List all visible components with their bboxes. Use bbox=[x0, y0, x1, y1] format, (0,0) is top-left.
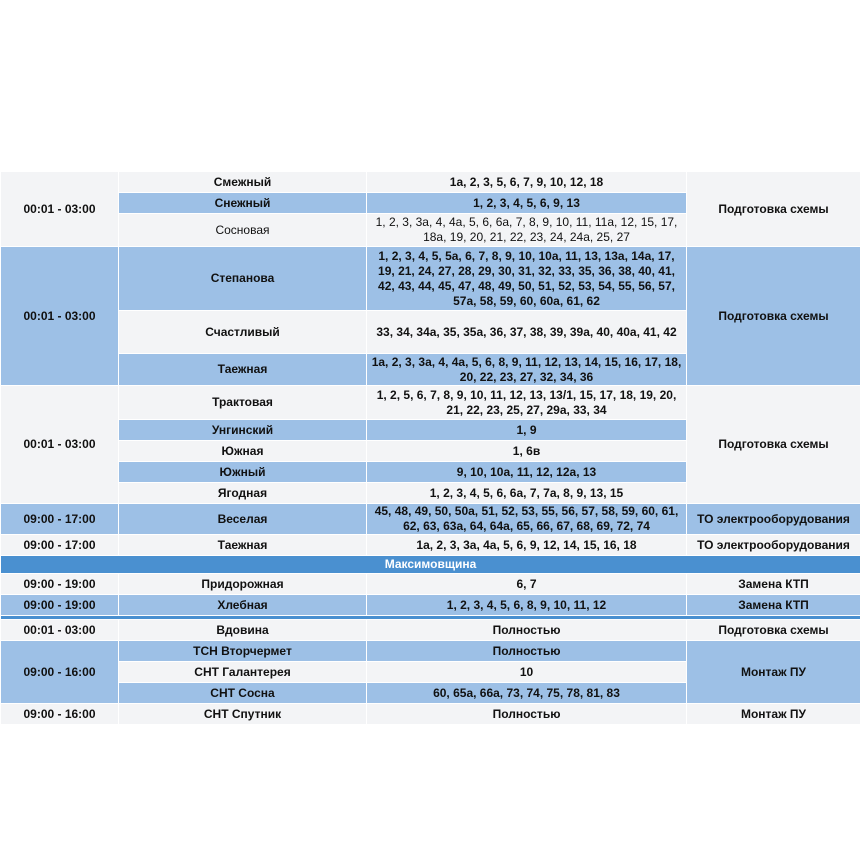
work-cell: ТО электрооборудования bbox=[687, 535, 860, 556]
houses-cell: 1, 2, 3, 4, 5, 5а, 6, 7, 8, 9, 10, 10а, 11, 13, 13а, 14а, 17, 19, 21, 24, 27, 28, 29, 30, 31, 32, 33, 35, 36, 38, 40, 41, 42, 43, 44, 45, 47, 48, 49, 50, 51, 52, 53, 54, 55, 56, 57, 57а, 58, 59, 60, 60а, 61, 62 bbox=[367, 247, 687, 311]
street-cell: Трактовая bbox=[119, 386, 367, 420]
houses-cell: 60, 65а, 66а, 73, 74, 75, 78, 81, 83 bbox=[367, 683, 687, 704]
street-cell: СНТ Спутник bbox=[119, 704, 367, 725]
time-cell: 00:01 - 03:00 bbox=[1, 172, 119, 247]
time-cell: 00:01 - 03:00 bbox=[1, 386, 119, 504]
street-cell: Вдовина bbox=[119, 620, 367, 641]
houses-cell: 1, 2, 3, 3а, 4, 4а, 5, 6, 6а, 7, 8, 9, 10, 11, 11а, 12, 15, 17, 18а, 19, 20, 21, 22, 23, 24, 24а, 25, 27 bbox=[367, 214, 687, 247]
table-row bbox=[1, 574, 860, 595]
table-row bbox=[1, 504, 860, 535]
street-cell: Смежный bbox=[119, 172, 367, 193]
street-cell: Веселая bbox=[119, 504, 367, 535]
table-row bbox=[1, 620, 860, 641]
street-cell: СНТ Галантерея bbox=[119, 662, 367, 683]
houses-cell: Полностью bbox=[367, 620, 687, 641]
houses-cell: 1а, 2, 3, 5, 6, 7, 9, 10, 12, 18 bbox=[367, 172, 687, 193]
section-header-row bbox=[1, 556, 860, 574]
houses-cell: 1, 2, 5, 6, 7, 8, 9, 10, 11, 12, 13, 13/1, 15, 17, 18, 19, 20, 21, 22, 23, 25, 27, 29а, 33, 34 bbox=[367, 386, 687, 420]
work-cell: Монтаж ПУ bbox=[687, 641, 860, 704]
street-cell: Южная bbox=[119, 441, 367, 462]
street-cell: Счастливый bbox=[119, 311, 367, 354]
street-cell: СНТ Сосна bbox=[119, 683, 367, 704]
street-cell: Снежный bbox=[119, 193, 367, 214]
houses-cell: 9, 10, 10а, 11, 12, 12а, 13 bbox=[367, 462, 687, 483]
houses-cell: 1а, 2, 3, 3а, 4, 4а, 5, 6, 8, 9, 11, 12, 13, 14, 15, 16, 17, 18, 20, 22, 23, 27, 32, 34, 36 bbox=[367, 354, 687, 386]
street-cell: Степанова bbox=[119, 247, 367, 311]
work-cell: Монтаж ПУ bbox=[687, 704, 860, 725]
houses-cell: Полностью bbox=[367, 704, 687, 725]
work-cell: Замена КТП bbox=[687, 595, 860, 616]
street-cell: Таежная bbox=[119, 354, 367, 386]
section-title: Максимовщина bbox=[1, 556, 860, 574]
table-row bbox=[1, 172, 860, 193]
houses-cell: 1а, 2, 3, 3а, 4а, 5, 6, 9, 12, 14, 15, 16, 18 bbox=[367, 535, 687, 556]
houses-cell: 1, 2, 3, 4, 5, 6, 6а, 7, 7а, 8, 9, 13, 15 bbox=[367, 483, 687, 504]
houses-cell: 6, 7 bbox=[367, 574, 687, 595]
street-cell: Придорожная bbox=[119, 574, 367, 595]
time-cell: 09:00 - 16:00 bbox=[1, 641, 119, 704]
work-cell: ТО электрооборудования bbox=[687, 504, 860, 535]
street-cell: Ягодная bbox=[119, 483, 367, 504]
schedule-wrapper bbox=[0, 171, 860, 725]
houses-cell: 10 bbox=[367, 662, 687, 683]
table-row bbox=[1, 386, 860, 420]
table-row bbox=[1, 535, 860, 556]
table-row bbox=[1, 641, 860, 662]
work-cell: Подготовка схемы bbox=[687, 247, 860, 386]
time-cell: 09:00 - 16:00 bbox=[1, 704, 119, 725]
time-cell: 09:00 - 19:00 bbox=[1, 595, 119, 616]
street-cell: Таежная bbox=[119, 535, 367, 556]
houses-cell: 33, 34, 34а, 35, 35а, 36, 37, 38, 39, 39а, 40, 40а, 41, 42 bbox=[367, 311, 687, 354]
work-cell: Подготовка схемы bbox=[687, 386, 860, 504]
table-row bbox=[1, 595, 860, 616]
street-cell: Унгинский bbox=[119, 420, 367, 441]
street-cell: ТСН Вторчермет bbox=[119, 641, 367, 662]
street-cell: Южный bbox=[119, 462, 367, 483]
outage-schedule-table bbox=[0, 171, 860, 725]
time-cell: 09:00 - 19:00 bbox=[1, 574, 119, 595]
houses-cell: 1, 2, 3, 4, 5, 6, 8, 9, 10, 11, 12 bbox=[367, 595, 687, 616]
time-cell: 00:01 - 03:00 bbox=[1, 620, 119, 641]
houses-cell: 1, 2, 3, 4, 5, 6, 9, 13 bbox=[367, 193, 687, 214]
street-cell: Хлебная bbox=[119, 595, 367, 616]
work-cell: Замена КТП bbox=[687, 574, 860, 595]
time-cell: 09:00 - 17:00 bbox=[1, 535, 119, 556]
time-cell: 00:01 - 03:00 bbox=[1, 247, 119, 386]
houses-cell: 1, 9 bbox=[367, 420, 687, 441]
time-cell: 09:00 - 17:00 bbox=[1, 504, 119, 535]
work-cell: Подготовка схемы bbox=[687, 172, 860, 247]
street-cell: Сосновая bbox=[119, 214, 367, 247]
work-cell: Подготовка схемы bbox=[687, 620, 860, 641]
houses-cell: Полностью bbox=[367, 641, 687, 662]
houses-cell: 1, 6в bbox=[367, 441, 687, 462]
table-row bbox=[1, 704, 860, 725]
table-row bbox=[1, 247, 860, 311]
houses-cell: 45, 48, 49, 50, 50а, 51, 52, 53, 55, 56, 57, 58, 59, 60, 61, 62, 63, 63а, 64, 64а, 65, 66, 67, 68, 69, 72, 74 bbox=[367, 504, 687, 535]
